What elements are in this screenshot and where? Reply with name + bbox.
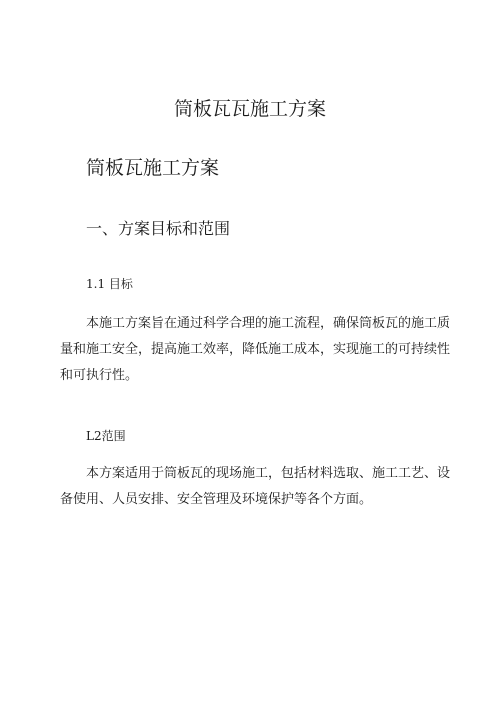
paragraph-line: 本施工方案旨在通过科学合理的施工流程，确保筒板瓦的施工质 (86, 316, 451, 331)
subsection-heading-goal: 1.1 目标 (86, 277, 133, 291)
subsection-heading-scope: L2范围 (86, 429, 126, 443)
paragraph-line: 量和施工安全，提高施工效率，降低施工成本，实现施工的可持续性 (60, 342, 451, 357)
document-heading: 筒板瓦施工方案 (86, 157, 220, 179)
paragraph-line: 本方案适用于筒板瓦的现场施工，包括材料选取、施工工艺、设 (86, 466, 451, 481)
document-title: 筒板瓦瓦施工方案 (173, 98, 326, 120)
paragraph-scope (60, 461, 451, 513)
section-heading-1: 一、方案目标和范围 (86, 219, 231, 238)
paragraph-goal (60, 311, 451, 389)
paragraph-line: 备使用、人员安排、安全管理及环境保护等各个方面。 (60, 492, 373, 507)
paragraph-line: 和可执行性。 (60, 368, 139, 383)
